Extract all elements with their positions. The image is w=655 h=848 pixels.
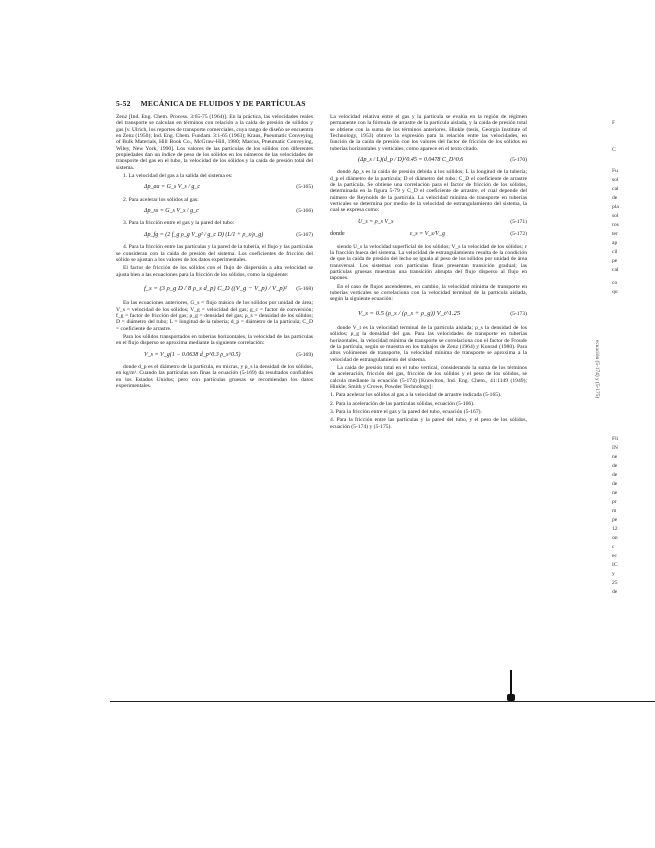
list-item: 1. La velocidad del gas a la salida del sistema es: <box>123 173 233 180</box>
equation-number: (5-169) <box>296 351 313 358</box>
paragraph: Para los sólidos transportados en tuberías horizontales, la velocidad de las partículas en el flujo disperso se aproxima mediante la siguiente correlación: <box>116 333 313 347</box>
margin-notes <box>612 120 642 598</box>
paragraph: En el caso de flujos ascendentes, en cambio, la velocidad mínima de transporte en tuberías verticales se correlaciona con la velocidad terminal de la partícula aislada, según la siguiente ecuación: <box>330 283 527 303</box>
equation-number: (5-172) <box>510 231 527 238</box>
page-edge-mark <box>510 670 512 701</box>
margin-rotated-text: ecuación (5-174) y (5-175) <box>594 340 600 399</box>
equation <box>330 157 527 163</box>
margin-note: 12 <box>612 526 618 532</box>
margin-note: cil <box>612 249 618 255</box>
page-number: 5-52 <box>116 99 131 108</box>
paragraph: La velocidad relativa entre el gas y la partícula se evalúa en la región de régimen permanente con la fórmula de arrastre de la partícula aislada, y la caída de presión total se obtiene con la suma de los términos anteriores. Hinkle (tesis, Georgia Institute of Technology, 1953) obtuvo la expresión para la relación entre las velocidades, en función de la caída de presión con los valores del factor de fricción de los sólidos en tuberías horizontales y verticales, como aparece en el texto citado. <box>330 114 527 152</box>
equation-number: (5-167) <box>296 231 313 238</box>
margin-note: Fli <box>612 436 619 442</box>
margin-note: de <box>612 589 618 595</box>
right-column <box>330 114 527 432</box>
margin-note: de <box>612 463 618 469</box>
margin-note: de <box>612 195 618 201</box>
equation <box>116 184 313 190</box>
list-item: 1. Para acelerar los sólidos al gas a la velocidad de arrastre indicada (5-165). <box>330 392 502 399</box>
margin-note: ne <box>612 490 618 496</box>
bottom-rule <box>110 701 655 702</box>
margin-note: y <box>612 571 615 577</box>
margin-note: pe <box>612 258 618 264</box>
list-item: 2. Para la aceleración de las partículas sólidas, ecuación (5-166). <box>330 400 475 407</box>
equation-body: f_s = (3 ρ_g D / 8 ρ_s d_p) C_D ((V_g − V_p) / V_p)² <box>144 284 287 292</box>
margin-note: Fu <box>612 168 618 174</box>
paragraph: donde V_t es la velocidad terminal de la partícula aislada; ρ_s la densidad de los sólidos; ρ_g la densidad del gas. Para las velocidades de transporte en tuberías horizontales, la velocidad mínima de transporte se correlaciona con el factor de Froude de la partícula, según se muestra en los trabajos de Zenz (1964) y Konrad (1980). Para altos volúmenes de transporte, la velocidad mínima de transporte se aproxima a la velocidad de estrangulamiento del sistema. <box>330 324 527 363</box>
paragraph: donde Δp_s es la caída de presión debida a los sólidos; L la longitud de la tubería; d_p el diámetro de la partícula; D el diámetro del tubo; C_D el coeficiente de arrastre de la partícula. Se obtiene una correlación para el factor de fricción de los sólidos, determinada en la figura 5-79 y C_D el coeficiente de arrastre, el cual depende del número de Reynolds de la partícula. La velocidad mínima de transporte en tuberías verticales se determina por medio de la velocidad de estrangulamiento del sistema, la cual se expresa como: <box>330 169 527 214</box>
list-item: 2. Para acelerar los sólidos al gas: <box>123 196 199 203</box>
equation-body: Δp_fg = (2 f_g ρ_g V_g² / g_c D) (L/1 + ρ_s/ρ_g) <box>144 231 264 238</box>
margin-note: sol <box>612 177 619 183</box>
paragraph: donde d_p es el diámetro de la partícula, en micras, y ρ_s la densidad de los sólidos, en kg/m³. Cuando las partículas son finas la ecuación (5-169) da resultados confiables en los Estados Unidos; pero con partículas gruesas se recomiendan los datos experimentales. <box>116 363 313 389</box>
paragraph: siendo U_s la velocidad superficial de los sólidos; V_s la velocidad de los sólidos; ε la fracción hueca del sistema. La velocidad de estrangulamiento resulta de la condición de que la caída de presión del lecho se iguala al peso de los sólidos por unidad de área transversal. Los sistemas con partículas finas presentan transición gradual; las partículas gruesas muestran una transición abrupta del flujo disperso al flujo en tapones. <box>330 243 527 282</box>
equation-body: (Δp_s / L)(d_p / D)^0.45 = 0.0478 C_D^0.6 <box>358 157 464 164</box>
page-header <box>116 99 306 108</box>
equation-number: (5-165) <box>296 184 313 191</box>
margin-note: co <box>612 280 618 286</box>
list-item: 4. Para la fricción entre las partículas y la pared del tubo, y el peso de los sólidos, ecuación (5-174) y (5-175). <box>330 417 527 430</box>
margin-note: on <box>612 535 618 541</box>
equation-body: ε_s = V_s/V_g <box>409 231 445 238</box>
margin-note: ne <box>612 454 618 460</box>
paragraph: El factor de fricción de los sólidos con el flujo de dispersión a alta velocidad se ajusta bien a las ecuaciones para la fricción de los sólidos, como la siguiente: <box>116 265 313 278</box>
list-item: 3. Para la fricción entre el gas y la pared del tubo, ecuación (5-167). <box>330 409 482 416</box>
paragraph: En las ecuaciones anteriores, G_s = flujo másico de los sólidos por unidad de área; V_s = velocidad de los sólidos; V_g = velocidad del gas; g_c = factor de conversión; f_g = factor de fricción del gas; ρ_g = densidad del gas; ρ_s = densidad de los sólidos; D = diámetro del tubo; L = longitud de la tubería; d_p = diámetro de la partícula; C_D = coeficiente de arrastre. <box>116 300 313 332</box>
margin-note: 25 <box>612 580 618 586</box>
equation-body: Δp_ss = G_s V_s / g_c <box>144 208 199 215</box>
margin-note: F <box>612 120 616 126</box>
list-item: 3. Para la fricción entre el gas y la pared del tubo: <box>123 220 235 227</box>
equation <box>116 352 313 358</box>
equation-body: Δp_aa = G_s V_s / g_c <box>144 184 201 191</box>
equation-body: U_s = ρ_s V_s <box>358 218 394 225</box>
equation <box>330 219 527 225</box>
equation-number: (5-170) <box>510 157 527 164</box>
margin-note: m <box>612 508 617 514</box>
margin-note: sol <box>612 213 619 219</box>
equation <box>330 311 527 317</box>
equation <box>116 208 313 214</box>
left-column <box>116 114 313 391</box>
margin-note: IN <box>612 445 618 451</box>
margin-note: IC <box>612 562 618 568</box>
margin-note: pla <box>612 204 619 210</box>
paragraph: 4. Para la fricción entre las partículas y la pared de la tubería, el flujo y las partículas se consideran con la caída de presión del sistema. Los coeficientes de fricción del sólido se ajustan a los valores de los datos experimentales. <box>116 244 313 263</box>
margin-note: de <box>612 472 618 478</box>
equation-prefix: donde <box>330 231 345 238</box>
equation-number: (5-168) <box>296 285 313 292</box>
margin-note: qu <box>612 289 618 295</box>
margin-note: pr <box>612 499 617 505</box>
equation-number: (5-166) <box>296 208 313 215</box>
margin-note: ec <box>612 553 617 559</box>
margin-note: pe <box>612 517 618 523</box>
equation-body: V_s = 0.5 (ρ_s / (ρ_s + ρ_g)) V_t^1.25 <box>358 309 461 317</box>
margin-note: c <box>612 544 615 550</box>
margin-note: cal <box>612 186 619 192</box>
equation-number: (5-173) <box>510 310 527 317</box>
margin-note: ter <box>612 231 618 237</box>
margin-note: de <box>612 481 618 487</box>
margin-note: C <box>612 147 616 153</box>
equation-body: V_s = V_g(1 − 0.0638 d_p^0.3 ρ_s^0.5) <box>144 351 241 358</box>
margin-note: ros <box>612 222 619 228</box>
equation-number: (5-171) <box>510 218 527 225</box>
margin-note: ap <box>612 240 618 246</box>
equation <box>116 232 313 238</box>
equation <box>330 231 527 237</box>
paragraph: Zenz [Ind. Eng. Chem. Process. 3:65-75 (1964)]. En la práctica, las velocidades reales del transporte se calculan en términos con relación a la caída de presión de sólidos y gas [v. Ulrich, los reportes de transporte comerciales, cuya rango de diseño se encuentra en Zenz (1950); Ind. Eng. Chem. Fundam. 3:1-65 (1963); Kraus, Pneumatic Conveying of Bulk Materials, Hill Book Co., McGraw-Hill, 1980; Marcus, Pneumatic Conveying, Wiley, New York, 1990]. Los valores de las partículas de los sólidos con diferentes propiedades dan un índice de peso de los sólidos en los números de las velocidades de transporte del gas en el tubo, la velocidad de los sólidos y la caída de presión total del sistema. <box>116 114 313 171</box>
paragraph: La caída de presión total en el tubo vertical, considerando la suma de los términos de aceleración, fricción del gas, fricción de los sólidos y el peso de los sólidos, se calcula mediante la ecuación (5-174) [Knowlton, Ind. Eng. Chem., 41:1149 (1949); Hinkle; Smith y Crowe, Powder Technology]: <box>330 365 527 391</box>
margin-note: cal <box>612 267 619 273</box>
page-header-title: MECÁNICA DE FLUIDOS Y DE PARTÍCULAS <box>140 99 306 108</box>
equation <box>116 286 313 292</box>
